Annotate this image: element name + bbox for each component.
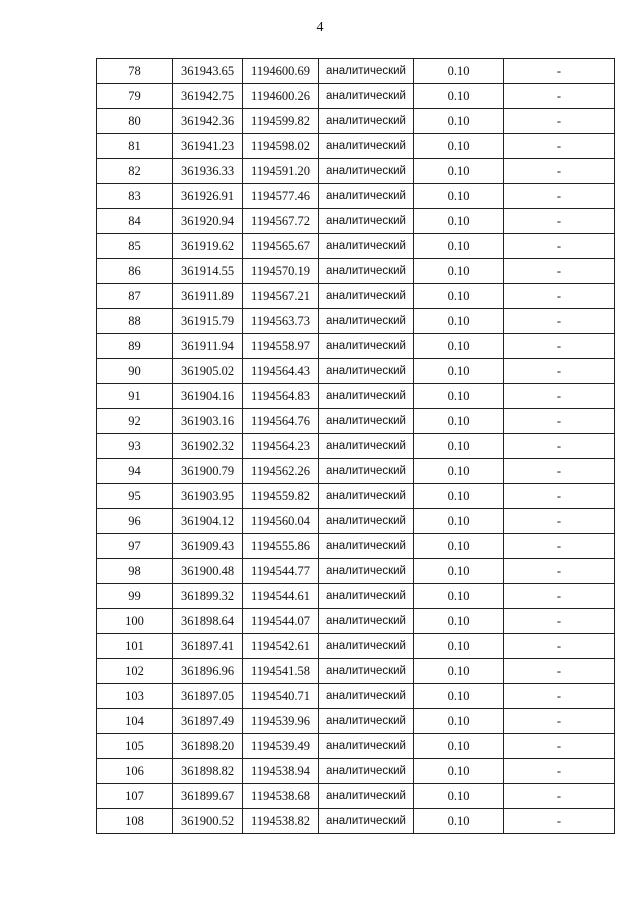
x-coordinate-cell: 361926.91 (173, 184, 243, 209)
method-cell: аналитический (319, 259, 414, 284)
method-cell: аналитический (319, 734, 414, 759)
accuracy-cell: 0.10 (414, 709, 504, 734)
point-number-cell: 87 (97, 284, 173, 309)
x-coordinate-cell: 361897.41 (173, 634, 243, 659)
accuracy-cell: 0.10 (414, 659, 504, 684)
accuracy-cell: 0.10 (414, 534, 504, 559)
accuracy-cell: 0.10 (414, 184, 504, 209)
accuracy-cell: 0.10 (414, 109, 504, 134)
x-coordinate-cell: 361943.65 (173, 59, 243, 84)
note-cell: - (504, 709, 615, 734)
table-row (97, 734, 615, 759)
x-coordinate-cell: 361897.05 (173, 684, 243, 709)
table-row (97, 209, 615, 234)
note-cell: - (504, 684, 615, 709)
y-coordinate-cell: 1194558.97 (243, 334, 319, 359)
x-coordinate-cell: 361899.32 (173, 584, 243, 609)
method-cell: аналитический (319, 109, 414, 134)
x-coordinate-cell: 361900.79 (173, 459, 243, 484)
table-row (97, 534, 615, 559)
point-number-cell: 97 (97, 534, 173, 559)
note-cell: - (504, 309, 615, 334)
y-coordinate-cell: 1194539.49 (243, 734, 319, 759)
y-coordinate-cell: 1194567.21 (243, 284, 319, 309)
coordinates-table (96, 58, 615, 834)
method-cell: аналитический (319, 809, 414, 834)
accuracy-cell: 0.10 (414, 784, 504, 809)
point-number-cell: 86 (97, 259, 173, 284)
method-cell: аналитический (319, 584, 414, 609)
accuracy-cell: 0.10 (414, 259, 504, 284)
accuracy-cell: 0.10 (414, 409, 504, 434)
coordinates-table-body (97, 59, 615, 834)
table-row (97, 709, 615, 734)
table-row (97, 484, 615, 509)
point-number-cell: 92 (97, 409, 173, 434)
y-coordinate-cell: 1194538.82 (243, 809, 319, 834)
y-coordinate-cell: 1194538.68 (243, 784, 319, 809)
note-cell: - (504, 509, 615, 534)
method-cell: аналитический (319, 359, 414, 384)
table-row (97, 259, 615, 284)
point-number-cell: 80 (97, 109, 173, 134)
x-coordinate-cell: 361911.94 (173, 334, 243, 359)
note-cell: - (504, 609, 615, 634)
y-coordinate-cell: 1194540.71 (243, 684, 319, 709)
method-cell: аналитический (319, 684, 414, 709)
y-coordinate-cell: 1194544.77 (243, 559, 319, 584)
table-row (97, 334, 615, 359)
note-cell: - (504, 84, 615, 109)
note-cell: - (504, 484, 615, 509)
accuracy-cell: 0.10 (414, 159, 504, 184)
note-cell: - (504, 109, 615, 134)
note-cell: - (504, 359, 615, 384)
table-row (97, 584, 615, 609)
table-row (97, 184, 615, 209)
point-number-cell: 94 (97, 459, 173, 484)
method-cell: аналитический (319, 384, 414, 409)
method-cell: аналитический (319, 134, 414, 159)
note-cell: - (504, 409, 615, 434)
x-coordinate-cell: 361941.23 (173, 134, 243, 159)
x-coordinate-cell: 361919.62 (173, 234, 243, 259)
point-number-cell: 83 (97, 184, 173, 209)
method-cell: аналитический (319, 659, 414, 684)
method-cell: аналитический (319, 334, 414, 359)
note-cell: - (504, 784, 615, 809)
point-number-cell: 102 (97, 659, 173, 684)
y-coordinate-cell: 1194555.86 (243, 534, 319, 559)
page-number: 4 (316, 20, 324, 35)
note-cell: - (504, 584, 615, 609)
method-cell: аналитический (319, 434, 414, 459)
table-row (97, 659, 615, 684)
method-cell: аналитический (319, 709, 414, 734)
point-number-cell: 100 (97, 609, 173, 634)
y-coordinate-cell: 1194570.19 (243, 259, 319, 284)
point-number-cell: 79 (97, 84, 173, 109)
point-number-cell: 84 (97, 209, 173, 234)
table-row (97, 309, 615, 334)
x-coordinate-cell: 361909.43 (173, 534, 243, 559)
accuracy-cell: 0.10 (414, 459, 504, 484)
note-cell: - (504, 159, 615, 184)
note-cell: - (504, 134, 615, 159)
table-row (97, 609, 615, 634)
y-coordinate-cell: 1194544.07 (243, 609, 319, 634)
y-coordinate-cell: 1194542.61 (243, 634, 319, 659)
method-cell: аналитический (319, 234, 414, 259)
point-number-cell: 99 (97, 584, 173, 609)
x-coordinate-cell: 361896.96 (173, 659, 243, 684)
method-cell: аналитический (319, 309, 414, 334)
point-number-cell: 81 (97, 134, 173, 159)
note-cell: - (504, 559, 615, 584)
method-cell: аналитический (319, 459, 414, 484)
y-coordinate-cell: 1194560.04 (243, 509, 319, 534)
note-cell: - (504, 234, 615, 259)
y-coordinate-cell: 1194559.82 (243, 484, 319, 509)
note-cell: - (504, 459, 615, 484)
x-coordinate-cell: 361899.67 (173, 784, 243, 809)
point-number-cell: 91 (97, 384, 173, 409)
point-number-cell: 103 (97, 684, 173, 709)
note-cell: - (504, 734, 615, 759)
y-coordinate-cell: 1194564.43 (243, 359, 319, 384)
y-coordinate-cell: 1194567.72 (243, 209, 319, 234)
accuracy-cell: 0.10 (414, 609, 504, 634)
y-coordinate-cell: 1194599.82 (243, 109, 319, 134)
y-coordinate-cell: 1194538.94 (243, 759, 319, 784)
x-coordinate-cell: 361920.94 (173, 209, 243, 234)
note-cell: - (504, 334, 615, 359)
y-coordinate-cell: 1194591.20 (243, 159, 319, 184)
point-number-cell: 107 (97, 784, 173, 809)
table-row (97, 409, 615, 434)
x-coordinate-cell: 361902.32 (173, 434, 243, 459)
method-cell: аналитический (319, 184, 414, 209)
note-cell: - (504, 634, 615, 659)
y-coordinate-cell: 1194600.26 (243, 84, 319, 109)
point-number-cell: 104 (97, 709, 173, 734)
y-coordinate-cell: 1194600.69 (243, 59, 319, 84)
accuracy-cell: 0.10 (414, 634, 504, 659)
method-cell: аналитический (319, 84, 414, 109)
accuracy-cell: 0.10 (414, 134, 504, 159)
table-row (97, 109, 615, 134)
accuracy-cell: 0.10 (414, 209, 504, 234)
method-cell: аналитический (319, 484, 414, 509)
point-number-cell: 89 (97, 334, 173, 359)
accuracy-cell: 0.10 (414, 809, 504, 834)
table-row (97, 59, 615, 84)
x-coordinate-cell: 361898.82 (173, 759, 243, 784)
y-coordinate-cell: 1194598.02 (243, 134, 319, 159)
note-cell: - (504, 659, 615, 684)
y-coordinate-cell: 1194539.96 (243, 709, 319, 734)
table-row (97, 759, 615, 784)
accuracy-cell: 0.10 (414, 84, 504, 109)
x-coordinate-cell: 361904.12 (173, 509, 243, 534)
point-number-cell: 82 (97, 159, 173, 184)
y-coordinate-cell: 1194563.73 (243, 309, 319, 334)
point-number-cell: 95 (97, 484, 173, 509)
x-coordinate-cell: 361942.75 (173, 84, 243, 109)
x-coordinate-cell: 361898.64 (173, 609, 243, 634)
x-coordinate-cell: 361914.55 (173, 259, 243, 284)
note-cell: - (504, 209, 615, 234)
point-number-cell: 101 (97, 634, 173, 659)
accuracy-cell: 0.10 (414, 509, 504, 534)
point-number-cell: 108 (97, 809, 173, 834)
table-row (97, 434, 615, 459)
x-coordinate-cell: 361904.16 (173, 384, 243, 409)
accuracy-cell: 0.10 (414, 384, 504, 409)
y-coordinate-cell: 1194564.83 (243, 384, 319, 409)
table-row (97, 284, 615, 309)
accuracy-cell: 0.10 (414, 359, 504, 384)
point-number-cell: 96 (97, 509, 173, 534)
method-cell: аналитический (319, 534, 414, 559)
note-cell: - (504, 59, 615, 84)
x-coordinate-cell: 361900.52 (173, 809, 243, 834)
table-row (97, 384, 615, 409)
x-coordinate-cell: 361898.20 (173, 734, 243, 759)
x-coordinate-cell: 361897.49 (173, 709, 243, 734)
accuracy-cell: 0.10 (414, 59, 504, 84)
y-coordinate-cell: 1194564.23 (243, 434, 319, 459)
point-number-cell: 88 (97, 309, 173, 334)
x-coordinate-cell: 361905.02 (173, 359, 243, 384)
x-coordinate-cell: 361900.48 (173, 559, 243, 584)
method-cell: аналитический (319, 409, 414, 434)
method-cell: аналитический (319, 784, 414, 809)
accuracy-cell: 0.10 (414, 484, 504, 509)
note-cell: - (504, 259, 615, 284)
table-row (97, 684, 615, 709)
x-coordinate-cell: 361936.33 (173, 159, 243, 184)
accuracy-cell: 0.10 (414, 759, 504, 784)
method-cell: аналитический (319, 284, 414, 309)
note-cell: - (504, 184, 615, 209)
accuracy-cell: 0.10 (414, 234, 504, 259)
method-cell: аналитический (319, 59, 414, 84)
x-coordinate-cell: 361911.89 (173, 284, 243, 309)
y-coordinate-cell: 1194577.46 (243, 184, 319, 209)
point-number-cell: 105 (97, 734, 173, 759)
note-cell: - (504, 759, 615, 784)
table-row (97, 634, 615, 659)
y-coordinate-cell: 1194541.58 (243, 659, 319, 684)
point-number-cell: 90 (97, 359, 173, 384)
y-coordinate-cell: 1194565.67 (243, 234, 319, 259)
accuracy-cell: 0.10 (414, 284, 504, 309)
point-number-cell: 85 (97, 234, 173, 259)
accuracy-cell: 0.10 (414, 584, 504, 609)
point-number-cell: 93 (97, 434, 173, 459)
method-cell: аналитический (319, 509, 414, 534)
table-row (97, 134, 615, 159)
point-number-cell: 106 (97, 759, 173, 784)
accuracy-cell: 0.10 (414, 734, 504, 759)
y-coordinate-cell: 1194544.61 (243, 584, 319, 609)
x-coordinate-cell: 361915.79 (173, 309, 243, 334)
accuracy-cell: 0.10 (414, 434, 504, 459)
table-row (97, 809, 615, 834)
table-row (97, 459, 615, 484)
x-coordinate-cell: 361903.95 (173, 484, 243, 509)
method-cell: аналитический (319, 559, 414, 584)
point-number-cell: 98 (97, 559, 173, 584)
method-cell: аналитический (319, 609, 414, 634)
table-row (97, 559, 615, 584)
note-cell: - (504, 809, 615, 834)
x-coordinate-cell: 361942.36 (173, 109, 243, 134)
table-row (97, 359, 615, 384)
table-row (97, 784, 615, 809)
method-cell: аналитический (319, 159, 414, 184)
method-cell: аналитический (319, 759, 414, 784)
table-row (97, 84, 615, 109)
y-coordinate-cell: 1194562.26 (243, 459, 319, 484)
note-cell: - (504, 434, 615, 459)
accuracy-cell: 0.10 (414, 559, 504, 584)
accuracy-cell: 0.10 (414, 334, 504, 359)
x-coordinate-cell: 361903.16 (173, 409, 243, 434)
point-number-cell: 78 (97, 59, 173, 84)
method-cell: аналитический (319, 634, 414, 659)
table-row (97, 159, 615, 184)
table-row (97, 509, 615, 534)
note-cell: - (504, 284, 615, 309)
method-cell: аналитический (319, 209, 414, 234)
y-coordinate-cell: 1194564.76 (243, 409, 319, 434)
note-cell: - (504, 534, 615, 559)
accuracy-cell: 0.10 (414, 309, 504, 334)
note-cell: - (504, 384, 615, 409)
table-row (97, 234, 615, 259)
accuracy-cell: 0.10 (414, 684, 504, 709)
